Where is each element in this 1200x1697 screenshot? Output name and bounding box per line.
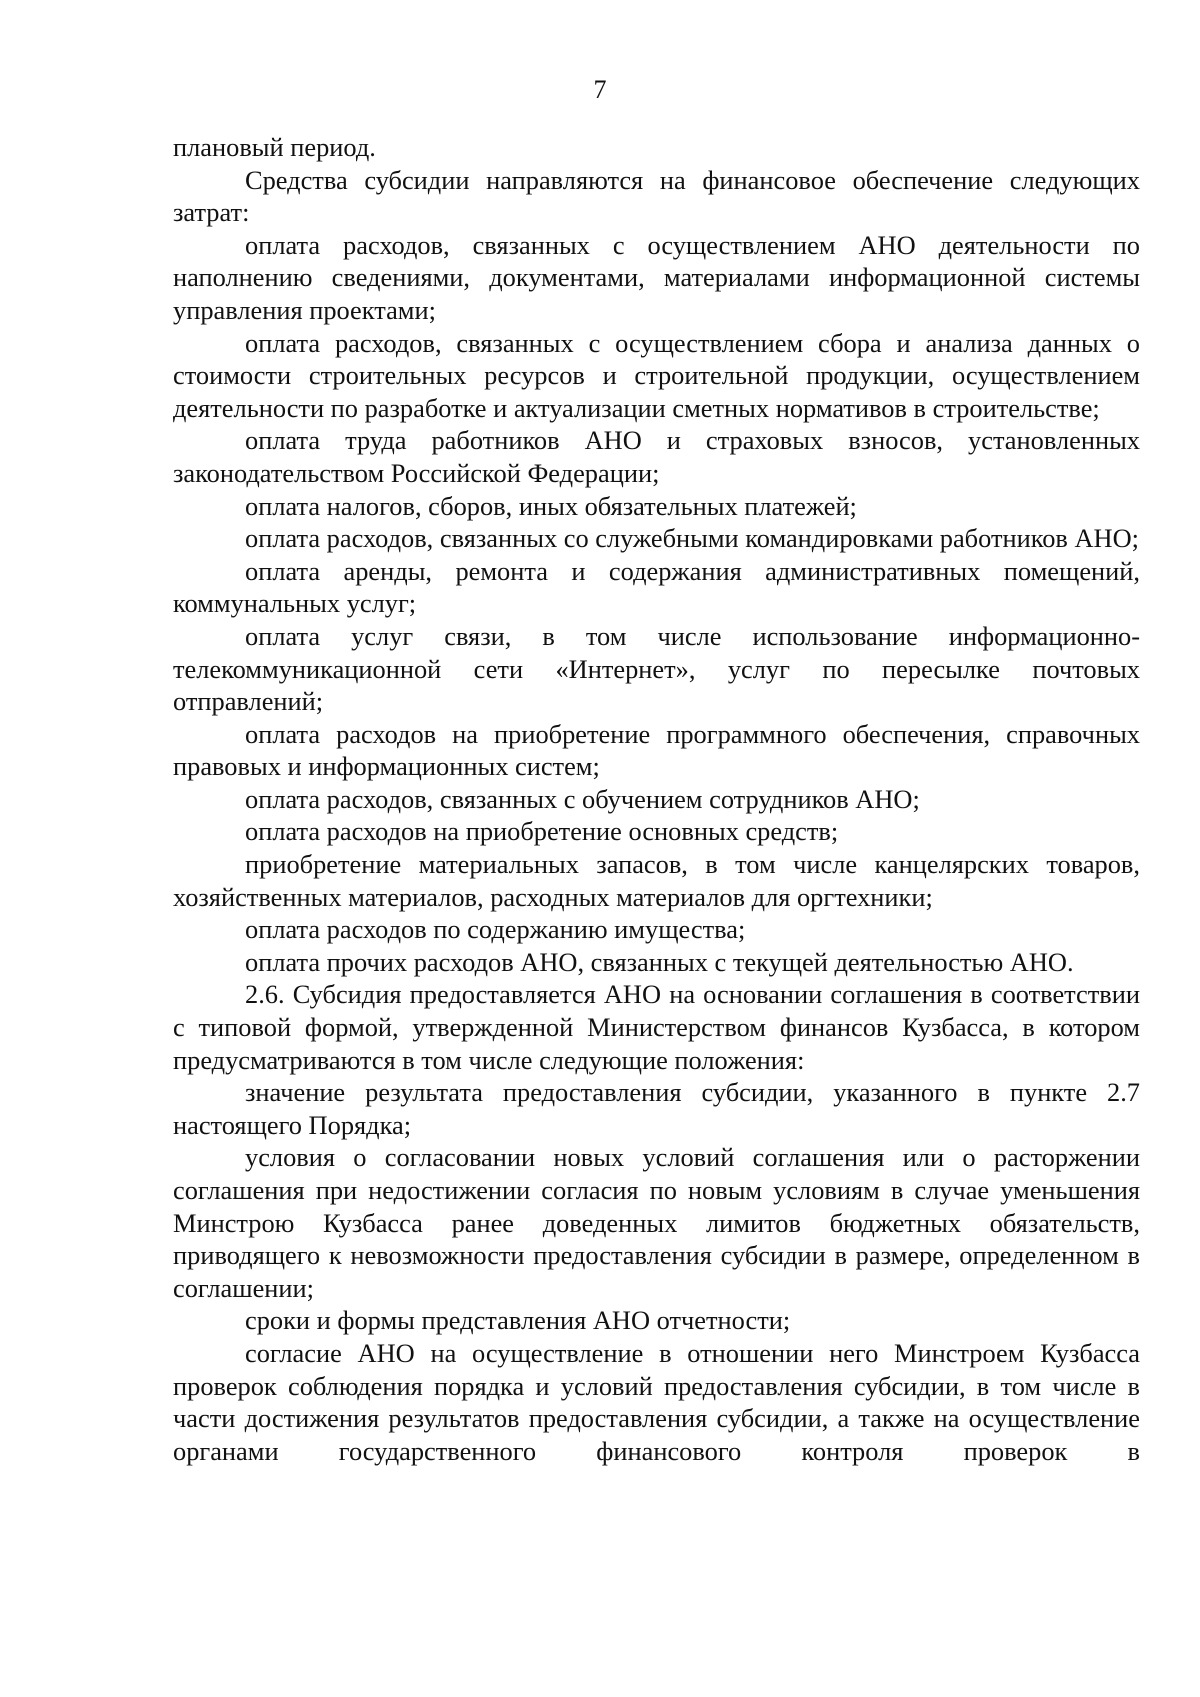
list-item-provision: сроки и формы представления АНО отчетности; [245,1305,791,1336]
list-item-provision: согласие АНО на осуществление в отношении него Минстроем Кузбасса проверок соблюдения порядка и условий предоставления субсидии, в том числе в части достижения результатов предоставления субсидии, а также на осуществление органами государственного финансового контроля проверок в [173,1337,1140,1466]
list-item-expense: оплата расходов на приобретение программного обеспечения, справочных правовых и информационных систем; [173,718,1140,782]
list-item-expense: оплата расходов на приобретение основных средств; [245,816,839,847]
list-item-expense: оплата расходов, связанных с осуществлением сбора и анализа данных о стоимости строительных ресурсов и строительной продукции, осуществлением деятельности по разработке и актуализации сметных нормативов в строительстве; [173,327,1140,423]
document-body [173,131,1140,1467]
list-item-expense: оплата расходов по содержанию имущества; [245,914,746,945]
list-item-expense: оплата расходов, связанных с осуществлением АНО деятельности по наполнению сведениями, документами, материалами информационной системы управления проектами; [173,229,1140,325]
page-number: 7 [593,75,607,104]
list-item-expense: оплата услуг связи, в том числе использование информационно-телекоммуникационной сети «Интернет», услуг по пересылке почтовых отправлений; [173,620,1140,717]
list-item-expense: оплата налогов, сборов, иных обязательных платежей; [245,490,857,521]
list-item-expense: приобретение материальных запасов, в том числе канцелярских товаров, хозяйственных материалов, расходных материалов для оргтехники; [173,849,1140,912]
list-item-provision: условия о согласовании новых условий соглашения или о расторжении соглашения при недостижении согласия по новым условиям в случае уменьшения Минстрою Кузбасса ранее доведенных лимитов бюджетных обязательств, приводящего к невозможности предоставления субсидии в размере, определенном в соглашении; [173,1142,1140,1303]
list-item-expense: оплата труда работников АНО и страховых взносов, установленных законодательством Российской Федерации; [173,425,1140,488]
section-2-6-paragraph: 2.6. Субсидия предоставляется АНО на основании соглашения в соответствии с типовой формой, утвержденной Министерством финансов Кузбасса, в котором предусматриваются в том числе следующие положения: [173,979,1140,1075]
list-item-expense: оплата расходов, связанных со служебными командировками работников АНО; [245,523,1139,554]
paragraph-continuation: плановый период. [173,132,376,162]
list-item-provision: значение результата предоставления субсидии, указанного в пункте 2.7 настоящего Порядка; [173,1077,1140,1140]
list-item-expense: оплата аренды, ремонта и содержания административных помещений, коммунальных услуг; [173,555,1140,619]
list-item-expense: оплата расходов, связанных с обучением сотрудников АНО; [245,783,920,814]
list-item-expense: оплата прочих расходов АНО, связанных с текущей деятельностью АНО. [245,946,1074,977]
paragraph-subsidy-purpose: Средства субсидии направляются на финансовое обеспечение следующих затрат: [173,164,1140,228]
